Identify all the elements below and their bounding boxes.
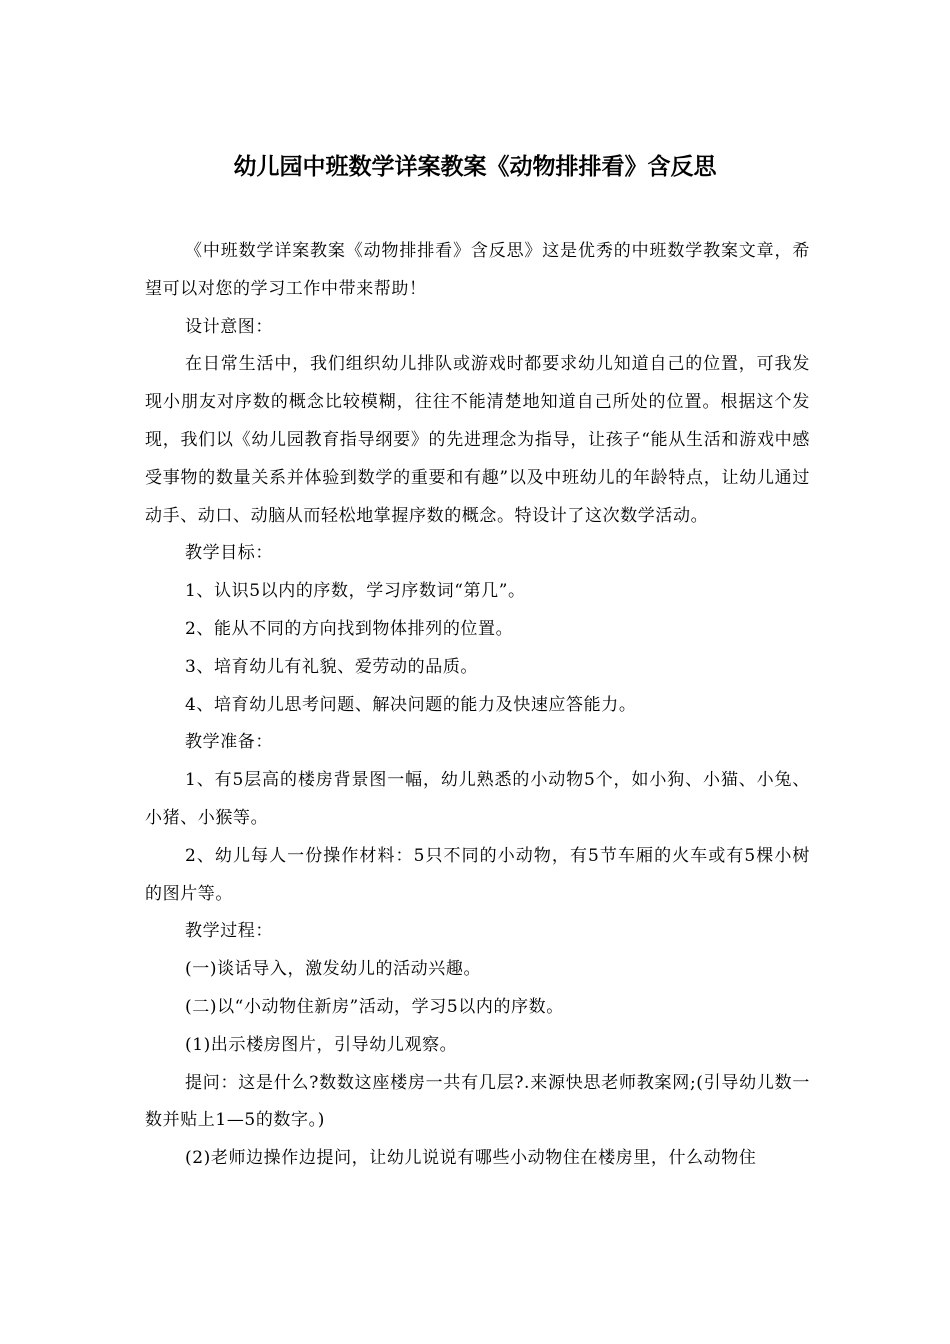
document-body [145, 233, 810, 1178]
paragraph-prep-heading: 教学准备： [185, 732, 273, 753]
paragraph-goals-heading: 教学目标： [185, 543, 273, 564]
document-title: 幼儿园中班数学详案教案《动物排排看》含反思 [233, 154, 717, 180]
paragraph-design-text: 在日常生活中，我们组织幼儿排队或游戏时都要求幼儿知道自己的位置，可我发现小朋友对序数的概念比较模糊，往往不能清楚地知道自己所处的位置。根据这个发现，我们以《幼儿园教育指导纲要》的先进理念为指导，让孩子“能从生活和游戏中感受事物的数量关系并体验到数学的重要和有趣”以及中班幼儿的年龄特点，让幼儿通过动手、动口、动脑从而轻松地掌握序数的概念。特设计了这次数学活动。 [145, 354, 810, 526]
paragraph-process-1: (一)谈话导入，激发幼儿的活动兴趣。 [185, 959, 482, 980]
paragraph-process-2: (二)以“小动物住新房”活动，学习5以内的序数。 [185, 996, 564, 1017]
paragraph-question: 提问：这是什么?数数这座楼房一共有几层?.来源快思老师教案网;(引导幼儿数一数并贴上1—5的数字。) [145, 1072, 810, 1131]
paragraph-prep-2: 2、幼儿每人一份操作材料：5只不同的小动物，有5节车厢的火车或有5棵小树的图片等。 [145, 845, 810, 904]
paragraph-process-heading: 教学过程： [185, 921, 273, 942]
paragraph-goal-4: 4、培育幼儿思考问题、解决问题的能力及快速应答能力。 [185, 694, 637, 715]
paragraph-goal-2: 2、能从不同的方向找到物体排列的位置。 [185, 618, 514, 639]
paragraph-goal-1: 1、认识5以内的序数，学习序数词“第几”。 [185, 581, 526, 602]
paragraph-goal-3: 3、培育幼儿有礼貌、爱劳动的品质。 [185, 656, 479, 677]
paragraph-prep-1: 1、有5层高的楼房背景图一幅，幼儿熟悉的小动物5个，如小狗、小猫、小兔、小猪、小猴等。 [145, 770, 810, 828]
paragraph-process-2-2: (2)老师边操作边提问，让幼儿说说有哪些小动物住在楼房里，什么动物住 [185, 1148, 757, 1169]
paragraph-intro: 《中班数学详案教案《动物排排看》含反思》这是优秀的中班数学教案文章，希望可以对您的学习工作中带来帮助！ [145, 241, 810, 299]
paragraph-process-2-1: (1)出示楼房图片，引导幼儿观察。 [185, 1034, 458, 1055]
paragraph-design-heading: 设计意图： [185, 316, 273, 337]
